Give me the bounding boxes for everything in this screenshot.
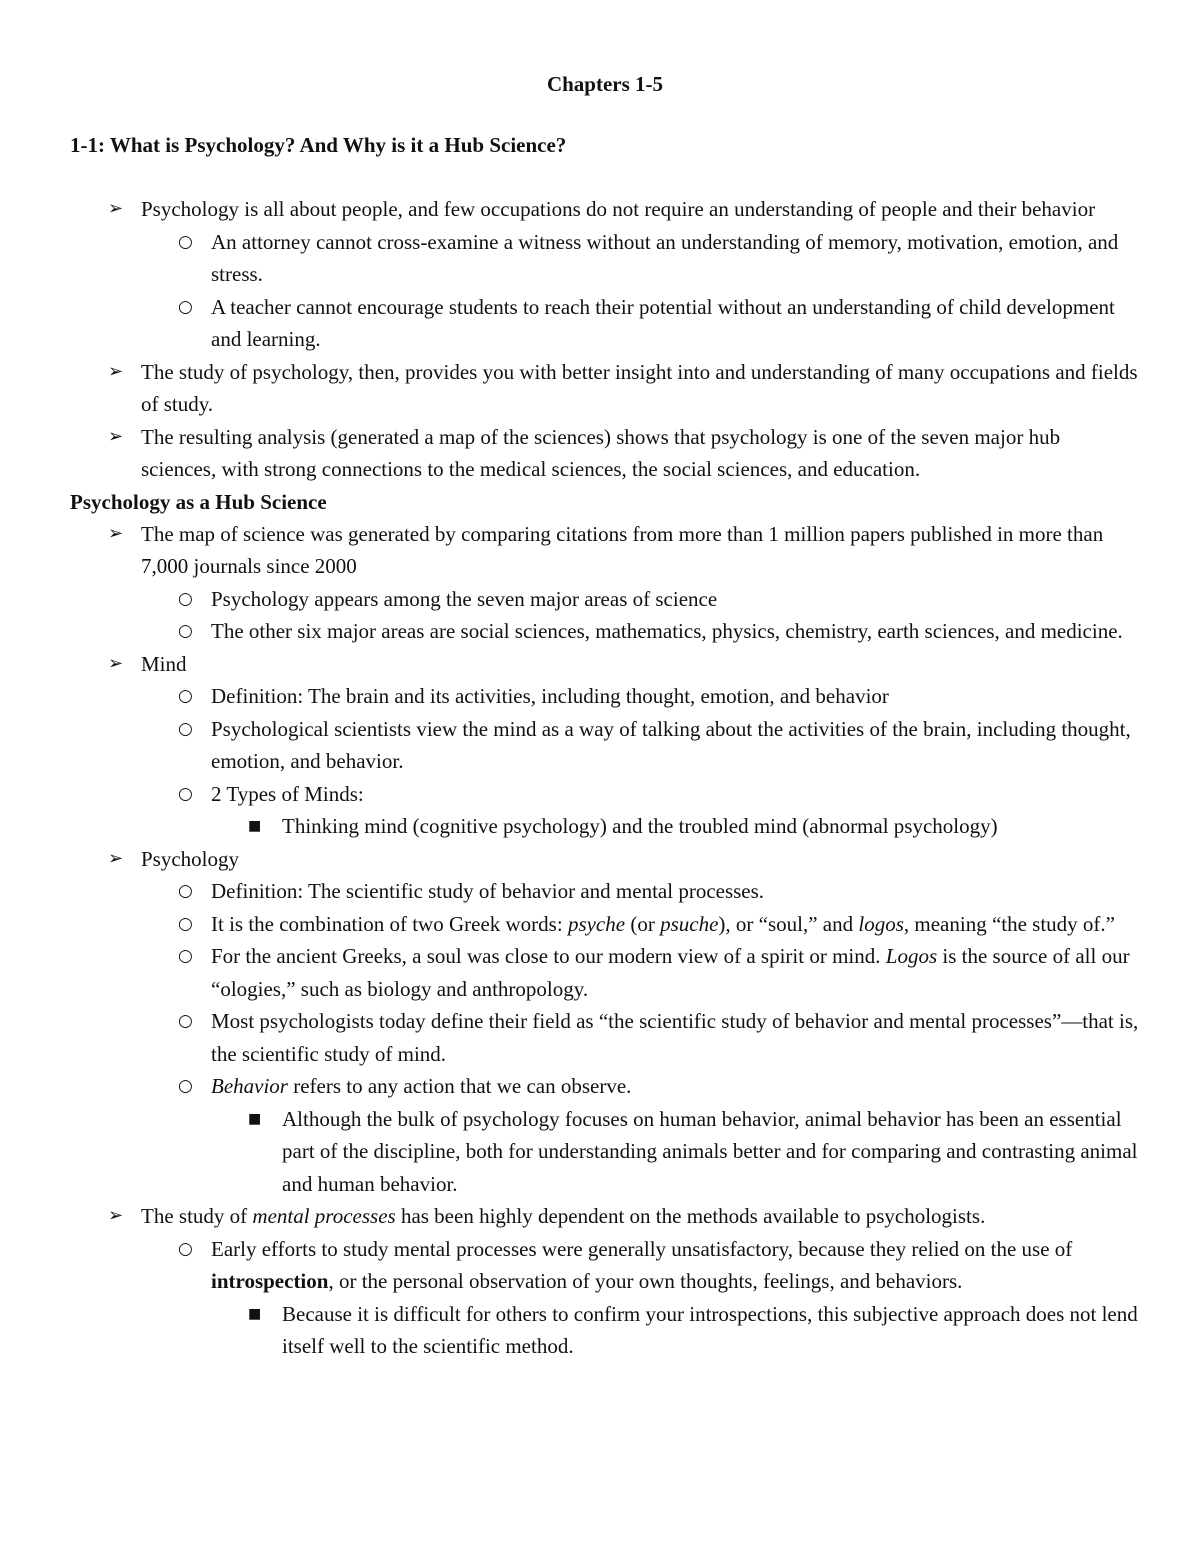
list-item-text: [211, 875, 1140, 908]
arrow-bullet-icon: ➢: [108, 652, 124, 674]
arrow-bullet-icon: ➢: [108, 522, 124, 544]
list-item-text: [141, 193, 1140, 226]
list-item-level-1: [70, 518, 1140, 583]
list-item-text: [211, 226, 1140, 291]
list-item-level-2: [70, 1005, 1140, 1070]
section-heading: 1-1: What is Psychology? And Why is it a Hub Science?: [70, 133, 567, 157]
circle-bullet-icon: ○: [178, 621, 193, 641]
list-item-level-2: [70, 1070, 1140, 1103]
section-heading: Psychology as a Hub Science: [70, 489, 327, 514]
list-item-text: [282, 1298, 1140, 1363]
text-segment: The study of: [141, 1204, 253, 1228]
italic-term: psyche: [567, 911, 626, 936]
list-item-level-3: [70, 1298, 1140, 1363]
circle-bullet-icon: ○: [178, 686, 193, 706]
text-segment: Mind: [141, 651, 187, 676]
text-segment: (or: [625, 911, 661, 936]
list-item-text: [141, 356, 1140, 421]
circle-bullet-icon: ○: [178, 946, 193, 966]
list-item-level-3: [70, 810, 1140, 843]
text-segment: Definition: The scientific study of behavior and mental processes.: [211, 879, 765, 903]
circle-bullet-icon: ○: [178, 718, 193, 739]
arrow-bullet-icon: ➢: [108, 847, 124, 869]
list-item-text: [211, 583, 1140, 616]
list-item-text: [141, 518, 1140, 583]
text-segment: Because it is difficult for others to confirm your introspections, this subjective approach does not lend itself well to the scientific method.: [282, 1301, 1138, 1358]
list-item-level-2: [70, 940, 1140, 1005]
text-segment: The map of science was generated by comparing citations from more than 1 million papers published in more than 7,000 journals since 2000: [141, 521, 1104, 578]
arrow-bullet-icon: ➢: [108, 360, 124, 382]
text-segment: has been highly dependent on the methods available to psychologists.: [395, 1204, 986, 1228]
list-item-level-2: [70, 908, 1140, 941]
list-item-text: [211, 713, 1140, 778]
arrow-bullet-icon: ➢: [108, 198, 124, 219]
circle-bullet-icon: ○: [178, 1238, 193, 1259]
text-segment: , or the personal observation of your own thoughts, feelings, and behaviors.: [328, 1269, 963, 1293]
list-item-level-2: [70, 1233, 1140, 1298]
bullet-list: [70, 193, 1140, 486]
text-segment: Most psychologists today define their field as “the scientific study of behavior and mental processes”—that is, the scientific study of mind.: [211, 1009, 1139, 1066]
italic-term: Logos: [885, 944, 938, 968]
italic-term: logos: [858, 911, 904, 936]
text-segment: Psychology is all about people, and few occupations do not require an understanding of people and their behavior: [141, 197, 1096, 221]
arrow-bullet-icon: ➢: [108, 425, 124, 447]
text-segment: The study of psychology, then, provides you with better insight into and understanding of many occupations and fields of study.: [141, 359, 1138, 416]
text-segment: Psychological scientists view the mind as a way of talking about the activities of the brain, including thought, emotion, and behavior.: [211, 716, 1131, 773]
list-item-text: [282, 1103, 1140, 1201]
text-segment: , meaning “the study of.”: [903, 911, 1115, 936]
list-item-level-2: [70, 226, 1140, 291]
list-item-level-2: [70, 583, 1140, 616]
square-bullet-icon: ■: [248, 1305, 262, 1322]
circle-bullet-icon: ○: [178, 881, 193, 901]
list-item-level-2: [70, 291, 1140, 356]
document-title: Chapters 1-5: [546, 72, 664, 96]
list-item-text: [211, 778, 1140, 811]
list-item-text: [141, 843, 1140, 876]
list-item-level-3: [70, 1103, 1140, 1201]
text-segment: Psychology appears among the seven major areas of science: [211, 586, 718, 611]
text-segment: Thinking mind (cognitive psychology) and the troubled mind (abnormal psychology): [282, 814, 998, 838]
list-item-text: [141, 421, 1140, 486]
list-item-text: [211, 908, 1140, 941]
text-segment: The resulting analysis (generated a map of the sciences) shows that psychology is one of the seven major hub sciences, with strong connections to the medical sciences, the social sciences, and education.: [141, 424, 1061, 481]
bullet-list: [70, 518, 1140, 1363]
text-segment: Early efforts to study mental processes were generally unsatisfactory, because they relied on the use of: [211, 1236, 1073, 1261]
list-item-level-2: [70, 615, 1140, 648]
list-item-level-2: [70, 713, 1140, 778]
list-item-level-2: [70, 680, 1140, 713]
list-item-text: [141, 648, 1140, 681]
text-segment: A teacher cannot encourage students to reach their potential without an understanding of child development and learning.: [211, 294, 1115, 351]
list-item-level-1: [70, 356, 1140, 421]
text-segment: An attorney cannot cross-examine a witness without an understanding of memory, motivation, emotion, and stress.: [211, 229, 1119, 286]
list-item-text: [211, 1233, 1140, 1298]
circle-bullet-icon: ○: [178, 1076, 193, 1096]
list-item-text: [211, 680, 1140, 713]
list-item-text: [141, 1200, 1140, 1233]
circle-bullet-icon: ○: [178, 296, 193, 317]
text-segment: It is the combination of two Greek words:: [211, 911, 568, 936]
text-segment: 2 Types of Minds:: [211, 781, 364, 806]
list-item-level-1: [70, 421, 1140, 486]
italic-term: psuche: [660, 911, 719, 936]
italic-term: Behavior: [211, 1074, 288, 1098]
list-item-level-2: [70, 778, 1140, 811]
list-item-level-1: [70, 648, 1140, 681]
list-item-text: [282, 810, 1140, 843]
list-item-level-2: [70, 875, 1140, 908]
list-item-text: [211, 940, 1140, 1005]
list-item-text: [211, 1005, 1140, 1070]
text-segment: is the source of all our “ologies,” such as biology and anthropology.: [211, 944, 1130, 1001]
text-segment: For the ancient Greeks, a soul was close to our modern view of a spirit or mind.: [211, 944, 886, 968]
text-segment: Definition: The brain and its activities, including thought, emotion, and behavior: [211, 684, 889, 708]
list-item-level-1: [70, 1200, 1140, 1233]
text-segment: refers to any action that we can observe.: [287, 1074, 632, 1098]
bold-term: introspection: [211, 1269, 329, 1293]
arrow-bullet-icon: ➢: [108, 1205, 124, 1226]
text-segment: Although the bulk of psychology focuses on human behavior, animal behavior has been an essential part of the discipline, both for understanding animals better and for comparing and contrasting animal and human behavior.: [282, 1106, 1138, 1196]
text-segment: Psychology: [141, 846, 240, 871]
square-bullet-icon: ■: [248, 1110, 262, 1127]
list-item-level-1: [70, 843, 1140, 876]
italic-term: mental processes: [252, 1204, 396, 1228]
text-segment: ), or “soul,” and: [718, 911, 859, 936]
text-segment: The other six major areas are social sciences, mathematics, physics, chemistry, earth sciences, and medicine.: [211, 619, 1123, 643]
list-item-level-1: [70, 193, 1140, 226]
circle-bullet-icon: ○: [178, 588, 193, 609]
square-bullet-icon: ■: [248, 818, 262, 834]
list-item-text: [211, 615, 1140, 648]
circle-bullet-icon: ○: [178, 913, 193, 934]
circle-bullet-icon: ○: [178, 1011, 193, 1031]
circle-bullet-icon: ○: [178, 783, 193, 804]
circle-bullet-icon: ○: [178, 231, 193, 252]
list-item-text: [211, 291, 1140, 356]
list-item-text: [211, 1070, 1140, 1103]
